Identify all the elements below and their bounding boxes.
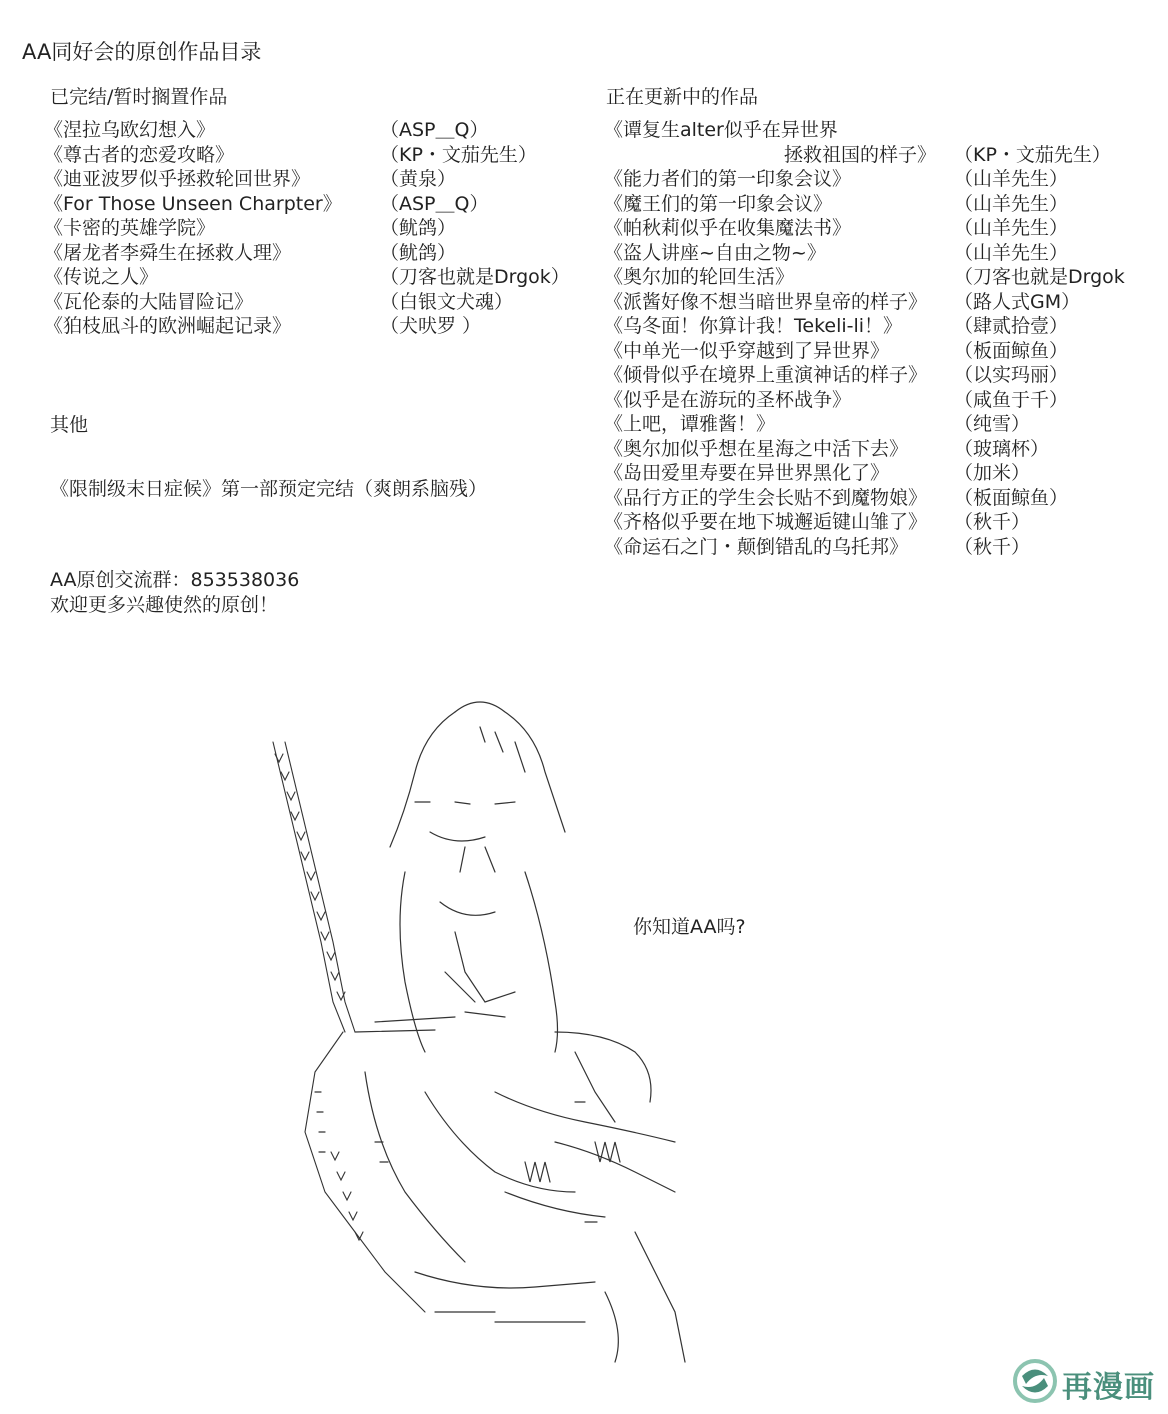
work-title: 《倾骨似乎在境界上重演神话的样子》: [604, 364, 928, 386]
work-author: （山羊先生）: [954, 192, 1069, 215]
list-item: [44, 290, 584, 315]
list-item: [44, 265, 584, 290]
list-item: [604, 192, 1164, 217]
work-title: 《奥尔加似乎想在星海之中活下去》: [604, 437, 909, 460]
group-welcome: 欢迎更多兴趣使然的原创！: [50, 594, 279, 616]
work-title: 《中单光一似乎穿越到了异世界》: [604, 339, 890, 362]
work-title: 《涅拉乌欧幻想入》: [44, 119, 216, 141]
work-title: 《齐格似乎要在地下城邂逅键山雏了》: [604, 511, 928, 533]
work-author: （秋千）: [954, 535, 1031, 558]
page-title: AA同好会的原创作品目录: [22, 40, 262, 64]
other-work: 《限制级末日症候》第一部预定完结（爽朗系脑残）: [50, 478, 488, 500]
work-author: （秋千）: [954, 511, 1031, 533]
work-author: （山羊先生）: [954, 241, 1069, 264]
work-title: 《尊古者的恋爱攻略》: [44, 143, 235, 166]
ongoing-list: [604, 118, 1164, 559]
work-author: （山羊先生）: [954, 217, 1069, 239]
work-author: （KP・文茄先生）: [954, 143, 1111, 166]
ascii-art-character-icon: [255, 672, 725, 1372]
work-title: 《卡密的英雄学院》: [44, 217, 216, 239]
work-title: 《For Those Unseen Charpter》: [44, 192, 342, 215]
speech-text: 你知道AA吗?: [633, 916, 746, 938]
work-author: （肆贰拾壹）: [954, 315, 1069, 337]
work-title: 《瓦伦泰的大陆冒险记》: [44, 290, 254, 313]
list-item: [604, 167, 1164, 192]
work-author: （刀客也就是Drgok）: [380, 266, 570, 288]
work-author: （黄泉）: [380, 168, 457, 190]
work-title: 《帕秋莉似乎在收集魔法书》: [604, 217, 852, 239]
list-item: [604, 314, 1164, 339]
list-item: [604, 510, 1164, 535]
work-title: 拯救祖国的样子》: [784, 143, 937, 166]
work-title: 《上吧，谭雅酱！》: [604, 413, 776, 435]
work-author: （以实玛丽）: [954, 364, 1069, 386]
work-author: （鱿鸽）: [380, 241, 457, 264]
ongoing-heading: 正在更新中的作品: [606, 86, 759, 108]
work-title: 《命运石之门・颠倒错乱的乌托邦》: [604, 535, 909, 558]
work-title: 《传说之人》: [44, 266, 159, 288]
list-item: [604, 437, 1164, 462]
work-title: 《迪亚波罗似乎拯救轮回世界》: [44, 168, 311, 190]
work-title: 《似乎是在游玩的圣杯战争》: [604, 388, 852, 411]
work-author: （ASP＿Q）: [380, 192, 489, 215]
work-title: 《奥尔加的轮回生活》: [604, 266, 795, 288]
completed-list: [44, 118, 584, 339]
list-item: [604, 290, 1164, 315]
work-author: （纯雪）: [954, 413, 1031, 435]
work-title: 《能力者们的第一印象会议》: [604, 168, 852, 190]
work-author: （KP・文茄先生）: [380, 143, 537, 166]
list-item: [604, 486, 1164, 511]
work-title: 《谭复生alter似乎在异世界: [604, 119, 838, 141]
list-item: [604, 388, 1164, 413]
work-author: （板面鲸鱼）: [954, 486, 1069, 509]
list-item: [604, 118, 1164, 143]
work-title: 《乌冬面！你算计我！Tekeli-li！》: [604, 315, 903, 337]
list-item: [604, 241, 1164, 266]
work-author: （路人式GM）: [954, 290, 1081, 313]
list-item: [604, 535, 1164, 560]
group-number: AA原创交流群：853538036: [50, 569, 300, 591]
work-title: 《魔王们的第一印象会议》: [604, 192, 833, 215]
list-item: [44, 192, 584, 217]
list-item: [44, 118, 584, 143]
work-author: （板面鲸鱼）: [954, 339, 1069, 362]
work-author: （白银文犬魂）: [380, 290, 514, 313]
list-item: [44, 314, 584, 339]
watermark-text: 再漫画: [1062, 1370, 1155, 1405]
work-title: 《屠龙者李舜生在拯救人理》: [44, 241, 292, 264]
list-item: [44, 167, 584, 192]
work-title: 《盗人讲座~自由之物~》: [604, 241, 826, 264]
swirl-logo-icon: [1012, 1358, 1058, 1404]
list-item: [604, 461, 1164, 486]
work-author: （加米）: [954, 462, 1031, 484]
list-item: [44, 216, 584, 241]
group-info: [50, 568, 299, 618]
list-item: [604, 339, 1164, 364]
list-item: [604, 216, 1164, 241]
work-author: （咸鱼于千）: [954, 388, 1069, 411]
work-author: （鱿鸽）: [380, 217, 457, 239]
work-title: 《品行方正的学生会长贴不到魔物娘》: [604, 486, 928, 509]
watermark: [1012, 1356, 1162, 1406]
list-item: [604, 143, 1164, 168]
other-heading: 其他: [50, 414, 89, 436]
work-title: 《狛枝凪斗的欧洲崛起记录》: [44, 315, 292, 337]
work-title: 《派酱好像不想当暗世界皇帝的样子》: [604, 290, 928, 313]
work-author: （刀客也就是Drgok: [954, 266, 1125, 288]
list-item: [604, 412, 1164, 437]
work-title: 《岛田爱里寿要在异世界黑化了》: [604, 462, 890, 484]
list-item: [604, 265, 1164, 290]
completed-heading: 已完结/暂时搁置作品: [50, 86, 228, 108]
work-author: （犬吠罗 ）: [380, 315, 482, 337]
work-author: （山羊先生）: [954, 168, 1069, 190]
list-item: [604, 363, 1164, 388]
work-author: （ASP＿Q）: [380, 119, 489, 141]
list-item: [44, 143, 584, 168]
work-author: （玻璃杯）: [954, 437, 1050, 460]
list-item: [44, 241, 584, 266]
